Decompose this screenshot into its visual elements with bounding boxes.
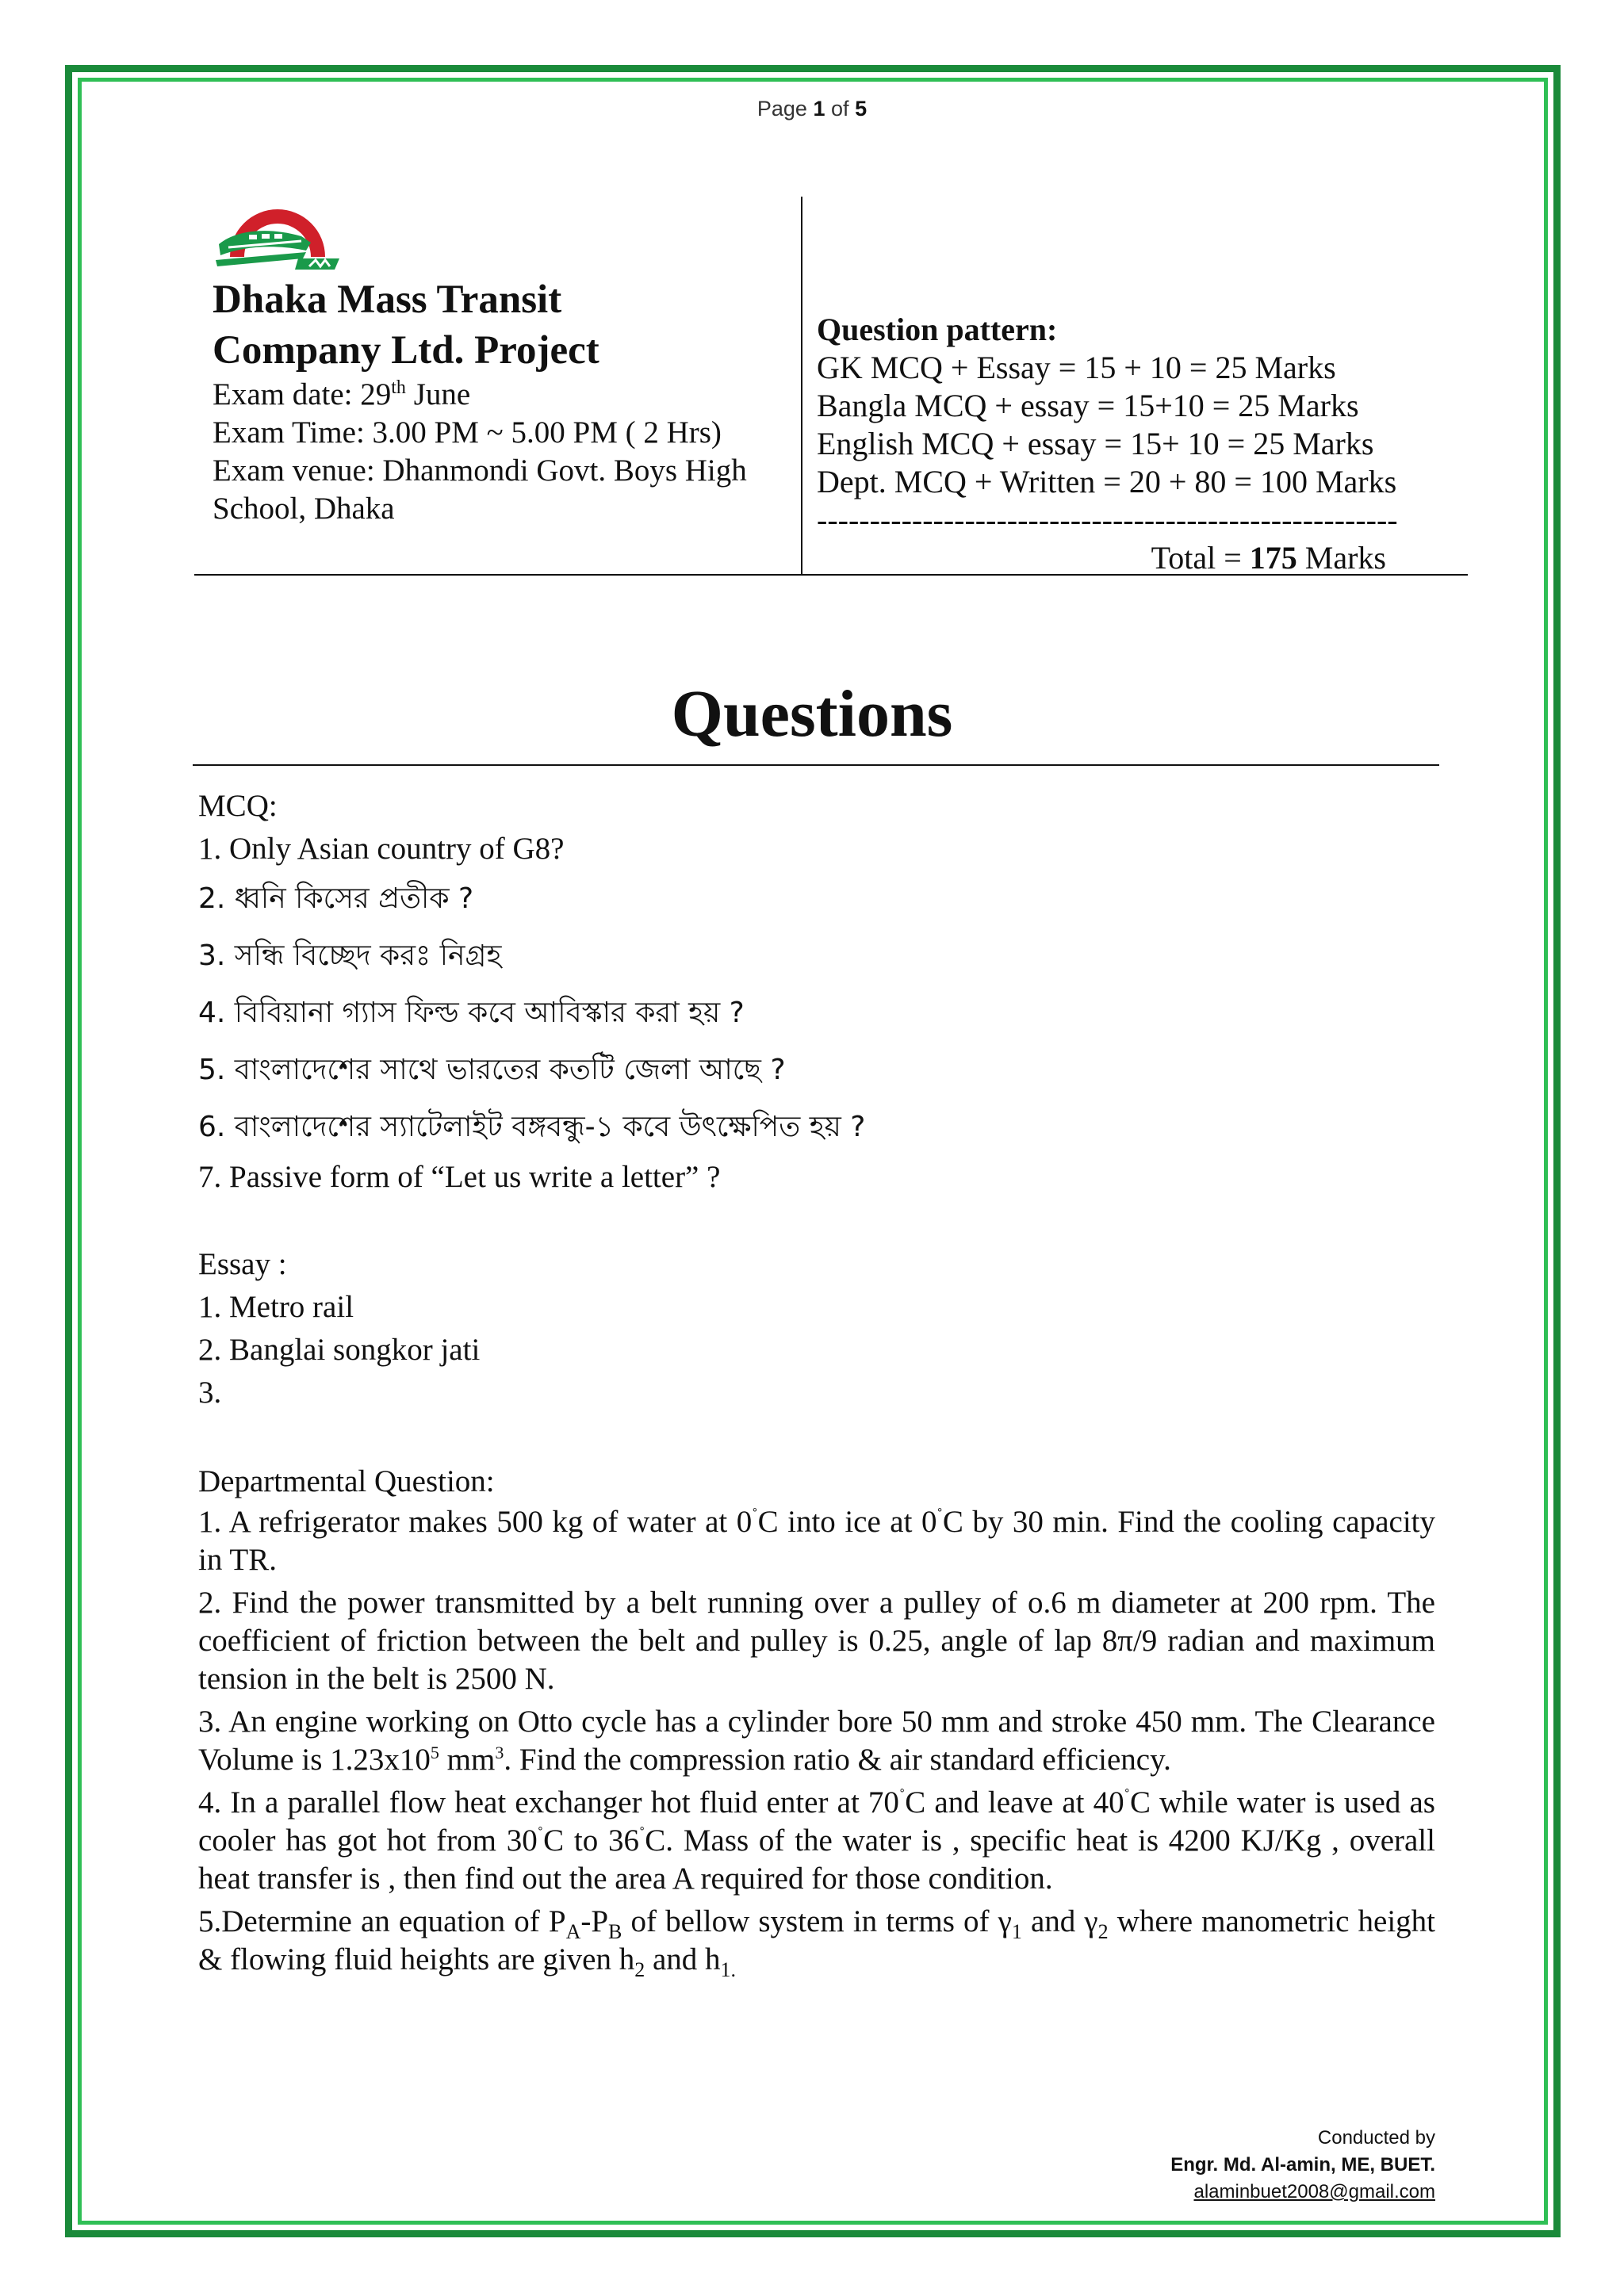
exam-date: Exam date: 29th June xyxy=(213,377,471,411)
dept-label: Departmental Question: xyxy=(198,1464,495,1498)
title-underline xyxy=(193,764,1439,766)
metro-rail-logo xyxy=(213,195,343,274)
page-title: Questions xyxy=(671,677,953,751)
dept-question-3: 3. An engine working on Otto cycle has a cylinder bore 50 mm and stroke 450 mm. The Clearance Volume is $1.23x10^5$ $mm^3$. Find the compression ratio & air standard efficiency. xyxy=(198,1705,1435,1777)
org-line-2: Company Ltd. Project xyxy=(213,328,599,373)
essay-item: 1. Metro rail xyxy=(198,1290,354,1324)
essay-item: 3. xyxy=(198,1376,222,1410)
question-pattern xyxy=(817,311,1467,577)
exam-details xyxy=(213,376,791,528)
pattern-line: Bangla MCQ + essay = 15+10 = 25 Marks xyxy=(817,388,1359,423)
mcq-item: 4. বিবিয়ানা গ্যাস ফিল্ড কবে আবিস্কার করা হয় ? xyxy=(198,997,745,1029)
essay-item: 2. Banglai songkor jati xyxy=(198,1333,481,1367)
mcq-item: 7. Passive form of “Let us write a letter” ? xyxy=(198,1160,721,1194)
exam-venue-2: School, Dhaka xyxy=(213,492,395,526)
pattern-title: Question pattern: xyxy=(817,312,1058,347)
footer-credits xyxy=(1170,2125,1435,2206)
author-name: Engr. Md. Al-amin, ME, BUET. xyxy=(1170,2154,1435,2175)
mcq-item: 6. বাংলাদেশের স্যাটেলাইট বঙ্গবন্ধু-১ কবে উৎক্ষেপিত হয় ? xyxy=(198,1111,866,1143)
page-number: Page 1 of 5 xyxy=(756,97,868,121)
dept-question-5: 5.Determine an equation of $P_A-P_B$ of bellow system in terms of $\gamma_1$ and $\gamma_2$ where manometric height & flowing fluid heights are given $h_2$ and $h_{1.}$ xyxy=(198,1904,1436,1981)
dept-question-4: 4. In a parallel flow heat exchanger hot fluid enter at 70˚C and leave at 40˚C while water is used as cooler has got hot from 30˚C to 36˚C. Mass of the water is , specific heat is 4200 KJ/Kg , overall heat transfer is , then find out the area A required for those condition. xyxy=(198,1785,1435,1896)
mcq-item: 1. Only Asian country of G8? xyxy=(198,832,565,866)
exam-time: Exam Time: 3.00 PM ~ 5.00 PM ( 2 Hrs) xyxy=(213,415,722,450)
dept-question-1: 1. A refrigerator makes 500 kg of water at 0˚C into ice at 0˚C by 30 min. Find the cooling capacity in TR. xyxy=(198,1505,1435,1577)
pattern-separator: ------------------------------------------------------- xyxy=(817,502,1398,538)
mcq-item: 2. ধ্বনি কিসের প্রতীক ? xyxy=(198,882,474,915)
organization-name xyxy=(213,274,791,376)
author-email-link[interactable]: alaminbuet2008@gmail.com xyxy=(1193,2181,1435,2202)
pattern-total: Total = 175 Marks xyxy=(1151,540,1386,576)
mcq-item: 5. বাংলাদেশের সাথে ভারতের কতটি জেলা আছে ? xyxy=(198,1054,786,1086)
conducted-by-label: Conducted by xyxy=(1317,2127,1435,2149)
pattern-line: Dept. MCQ + Written = 20 + 80 = 100 Marks xyxy=(817,464,1397,499)
header-divider-vertical xyxy=(801,197,802,576)
dept-question-2: 2. Find the power transmitted by a belt running over a pulley of o.6 m diameter at 200 rpm. The coefficient of friction between the belt and pulley is 0.25, angle of lap 8π/9 radian and maximum tension in the belt is 2500 N. xyxy=(198,1586,1435,1696)
mcq-item: 3. সন্ধি বিচ্ছেদ করঃ নিগ্রহ xyxy=(198,939,502,972)
org-line-1: Dhaka Mass Transit xyxy=(213,277,562,322)
exam-venue-1: Exam venue: Dhanmondi Govt. Boys High xyxy=(213,453,747,488)
questions-body xyxy=(198,785,1435,1984)
pattern-line: GK MCQ + Essay = 15 + 10 = 25 Marks xyxy=(817,350,1336,385)
mcq-label: MCQ: xyxy=(198,789,278,823)
essay-label: Essay : xyxy=(198,1247,287,1281)
pattern-line: English MCQ + essay = 15+ 10 = 25 Marks xyxy=(817,426,1374,461)
